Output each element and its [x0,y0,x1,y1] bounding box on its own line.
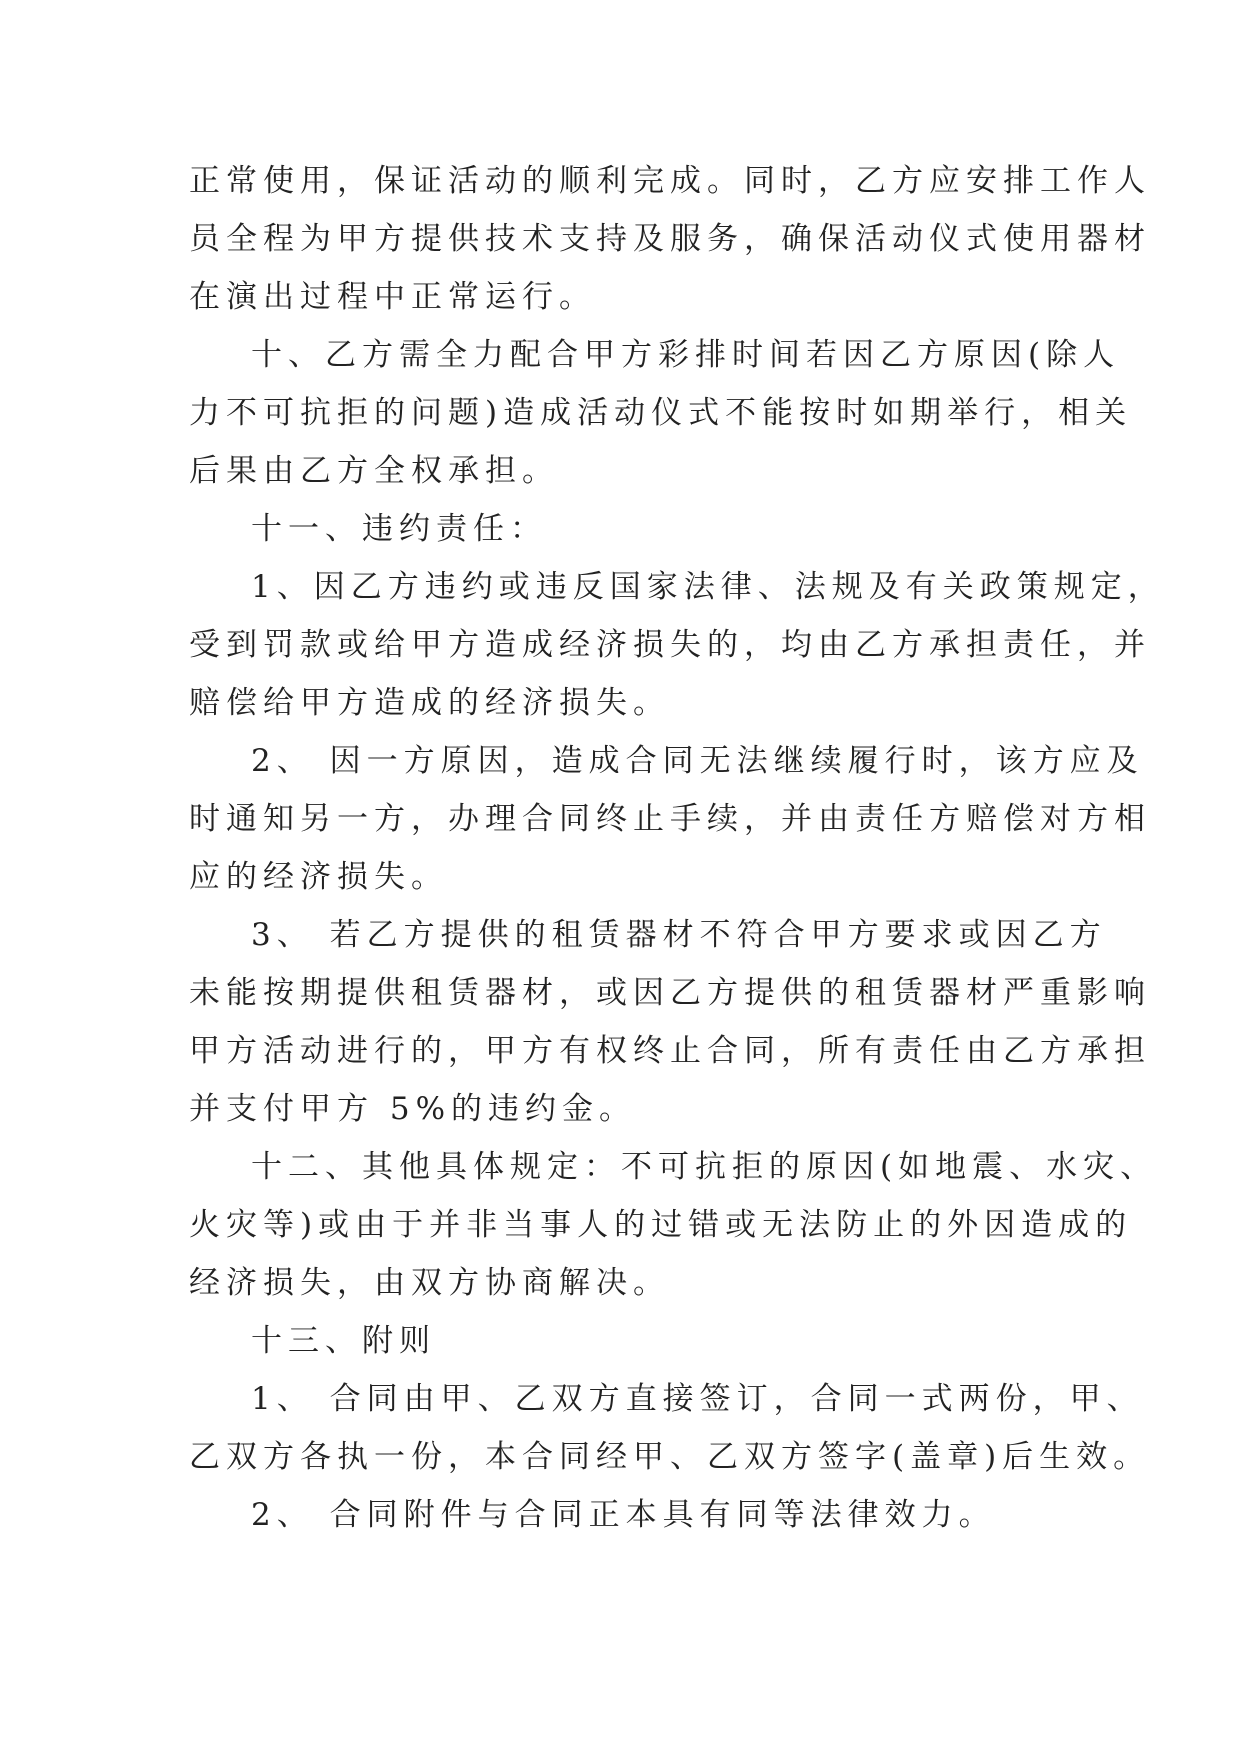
clause-11-item-2 [189,732,1151,906]
text-line: 并支付甲方 5%的违约金。 [189,1091,637,1127]
clause-10-paragraph [189,326,1133,500]
clause-11-heading [189,500,1053,558]
text-line: 3、 若乙方提供的租赁器材不符合甲方要求或因乙方 [251,917,1107,953]
clause-11-item-1 [189,558,1165,732]
section-heading: 十三、附则 [251,1323,436,1359]
clause-13-heading [189,1312,1053,1370]
text-line: 力不可抗拒的问题)造成活动仪式不能按时如期举行，相关 [189,395,1133,431]
text-line: 时通知另一方，办理合同终止手续，并由责任方赔偿对方相 [189,801,1151,837]
text-line: 经济损失，由双方协商解决。 [189,1265,670,1301]
clause-11-item-3 [189,906,1151,1138]
text-line: 乙双方各执一份，本合同经甲、乙双方签字(盖章)后生效。 [189,1439,1151,1475]
section-heading: 十一、违约责任： [251,511,547,547]
text-line: 赔偿给甲方造成的经济损失。 [189,685,670,721]
text-line: 1、因乙方违约或违反国家法律、法规及有关政策规定， [251,569,1165,605]
text-line: 在演出过程中正常运行。 [189,279,596,315]
text-line: 2、 合同附件与合同正本具有同等法律效力。 [251,1497,996,1533]
continuation-paragraph [189,152,1151,326]
text-line: 应的经济损失。 [189,859,448,895]
clause-13-item-2 [189,1486,1053,1544]
text-line: 正常使用，保证活动的顺利完成。同时，乙方应安排工作人 [189,163,1151,199]
text-line: 2、 因一方原因，造成合同无法继续履行时，该方应及 [251,743,1144,779]
text-line: 未能按期提供租赁器材，或因乙方提供的租赁器材严重影响 [189,975,1151,1011]
clause-12-paragraph [189,1138,1158,1312]
text-line: 受到罚款或给甲方造成经济损失的，均由乙方承担责任，并 [189,627,1151,663]
text-line: 后果由乙方全权承担。 [189,453,559,489]
text-line: 员全程为甲方提供技术支持及服务，确保活动仪式使用器材 [189,221,1151,257]
text-line: 十二、其他具体规定：不可抗拒的原因(如地震、水灾、 [251,1149,1158,1185]
text-line: 火灾等)或由于并非当事人的过错或无法防止的外因造成的 [189,1207,1133,1243]
text-line: 十、乙方需全力配合甲方彩排时间若因乙方原因(除人 [251,337,1121,373]
document-body [189,152,1165,1544]
text-line: 甲方活动进行的，甲方有权终止合同，所有责任由乙方承担 [189,1033,1151,1069]
clause-13-item-1 [189,1370,1151,1486]
text-line: 1、 合同由甲、乙双方直接签订，合同一式两份，甲、 [251,1381,1144,1417]
